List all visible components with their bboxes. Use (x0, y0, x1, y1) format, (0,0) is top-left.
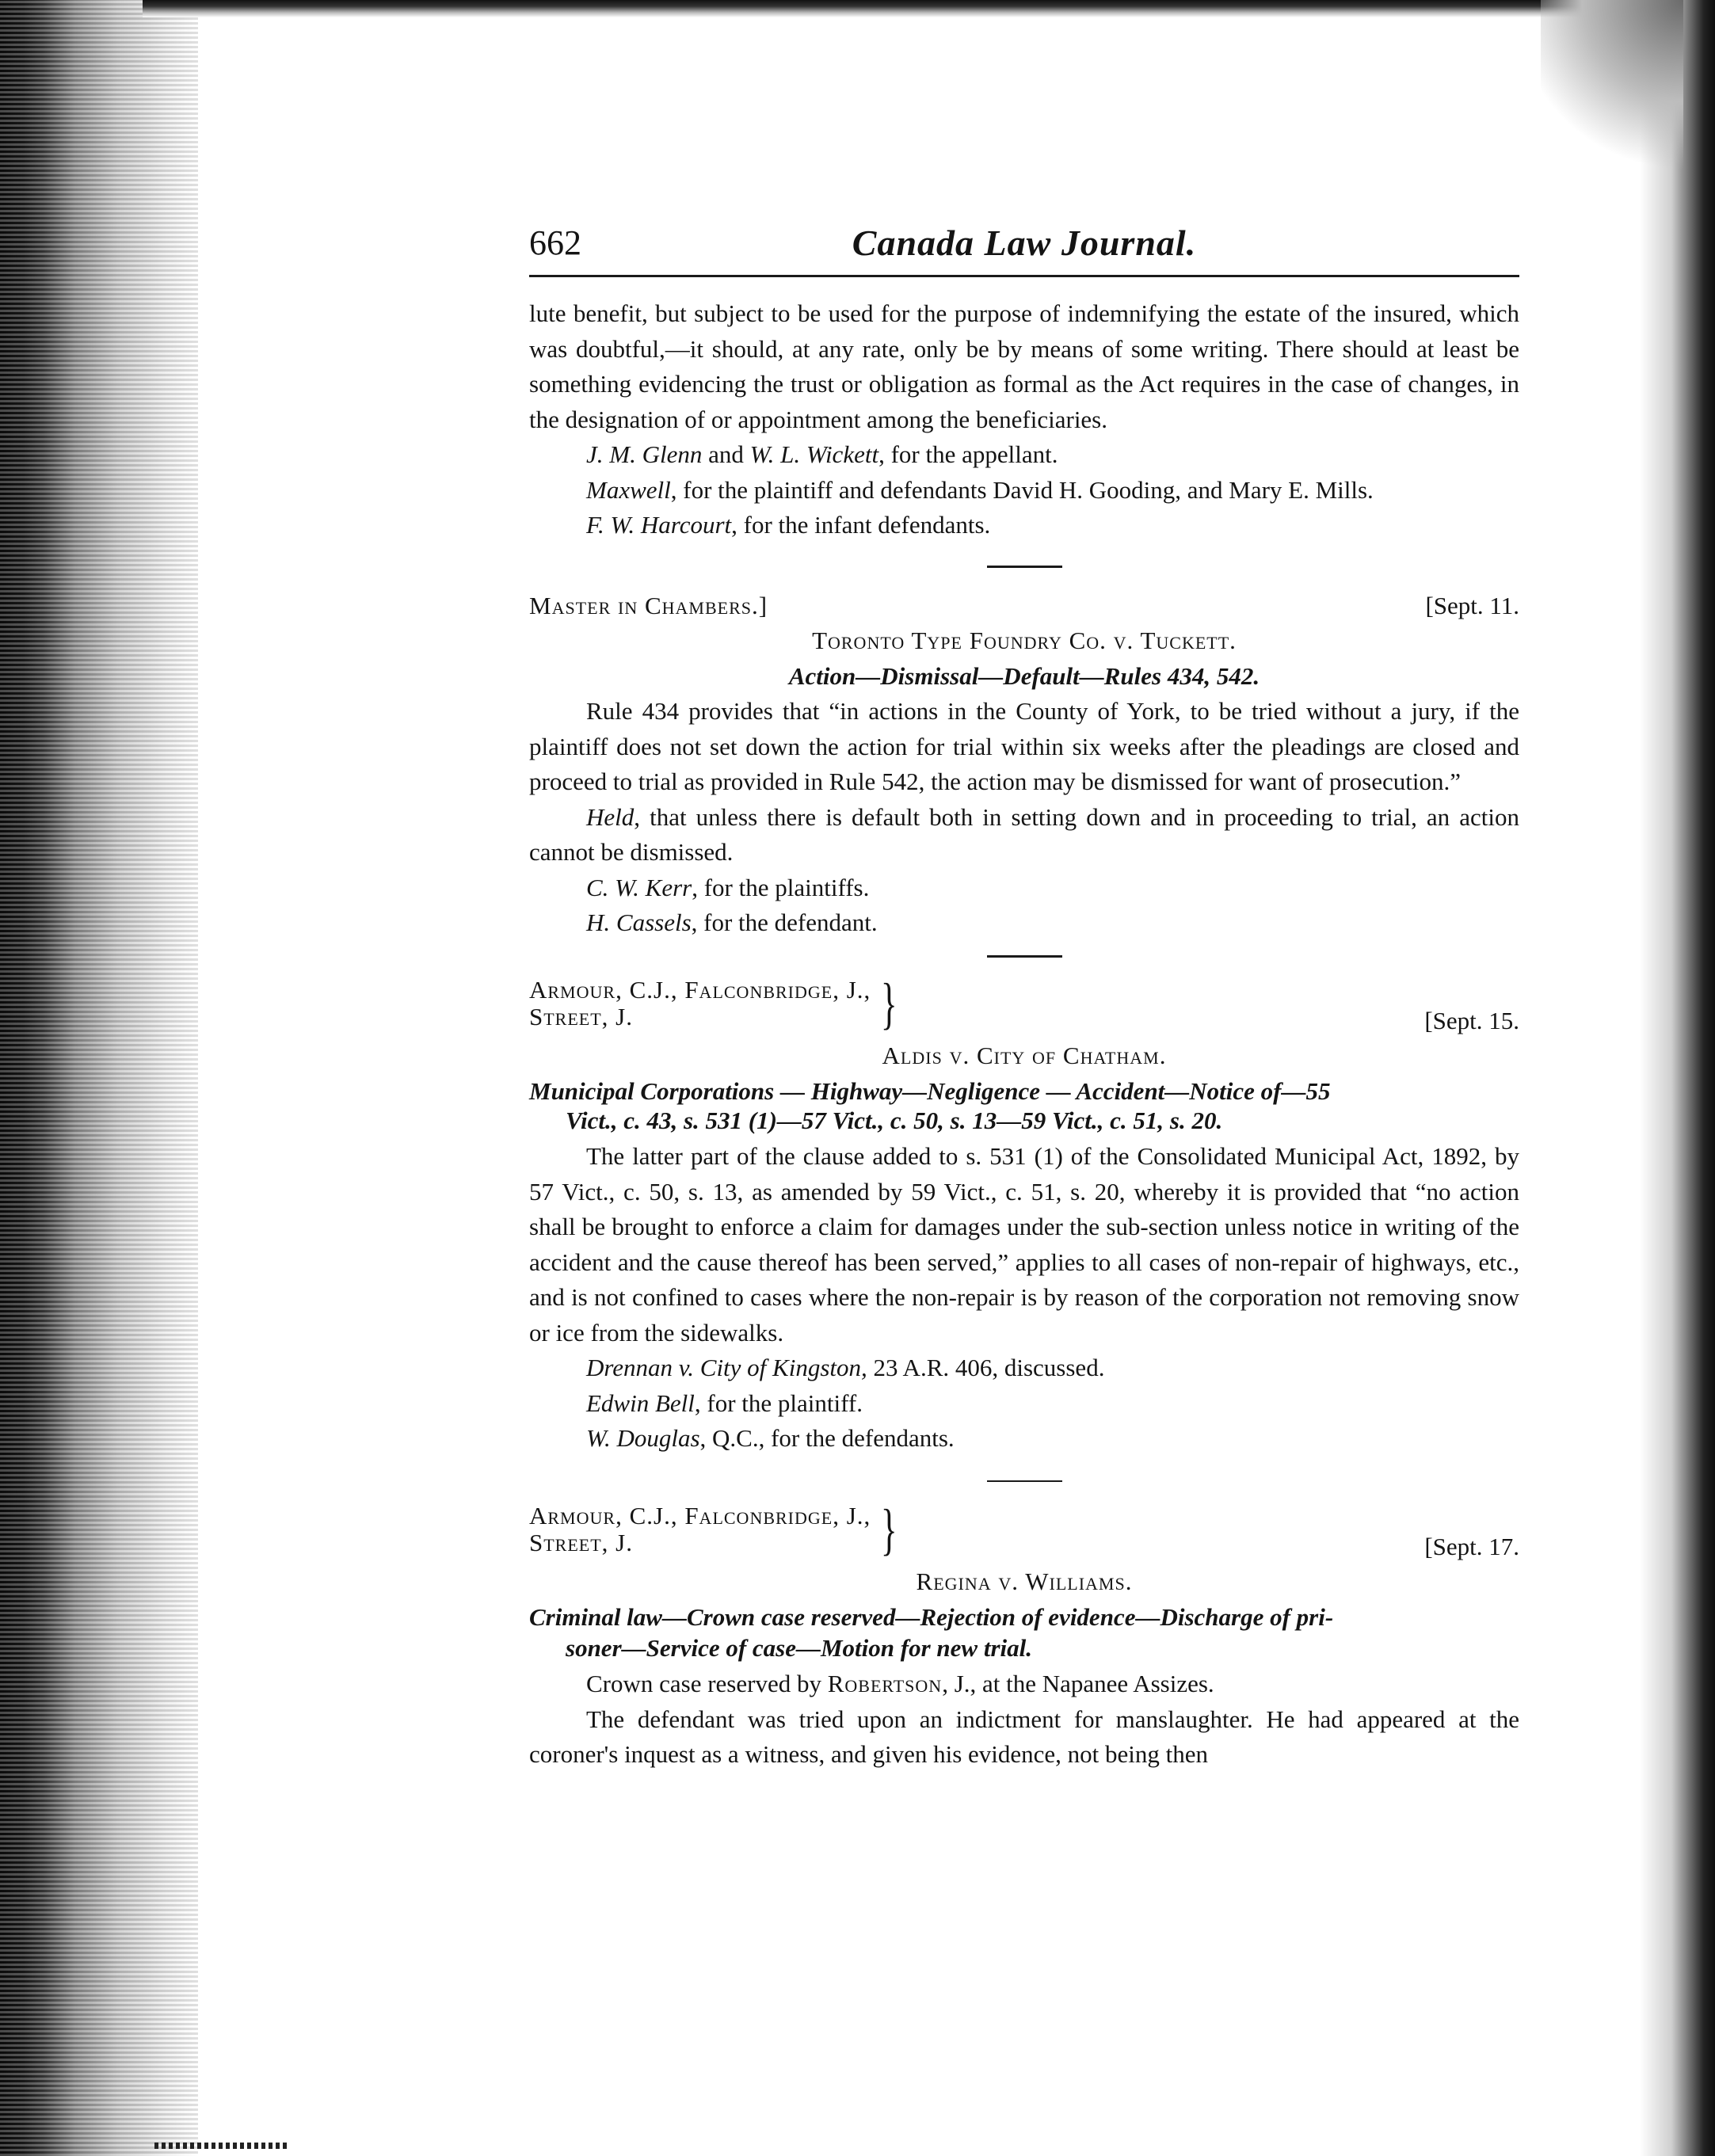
case3-court-line (529, 1497, 1519, 1565)
case2-date: [Sept. 15. (1424, 1006, 1519, 1034)
opening-paragraph: lute benefit, but subject to be used for the purpose of indemnifying the estate of the insured, which was doubtful,—it should, at any rate, only be by means of some writing. There should at least be something evidencing the trust or obligation as formal as the Act requires in the case of changes, in the designation of or appointment among the beneficiaries. (529, 299, 1519, 433)
case1-date: [Sept. 11. (1425, 591, 1519, 619)
case3-bench-line2: Street, J. (529, 1528, 633, 1556)
case2-bench-line2: Street, J. (529, 1002, 633, 1030)
journal-title: Canada Law Journal. (852, 223, 1197, 263)
scan-right-edge (1640, 0, 1715, 2156)
case2-body: The latter part of the clause added to s. 531 (1) of the Consolidated Municipal Act, 1892, by 57 Vict., c. 50, s. 13, as amended by 59 Vict., c. 51, s. 20, whereby it is provided that “no action shall be brought to enforce a claim for damages under the sub-section unless notice in writing of the accident and the cause thereof has been served,” applies to all cases of non-repair of highways, etc., and is not confined to cases where the non-repair is by reason of the corporation not removing snow or ice from the sidewalks. (529, 1142, 1519, 1347)
case1-title: Toronto Type Foundry Co. v. Tuckett. (812, 627, 1237, 654)
counsel-line: Edwin Bell, for the plaintiff. (586, 1388, 863, 1417)
brace-mark: } (881, 971, 898, 1035)
page-number: 662 (529, 223, 581, 262)
case1-court: Master in Chambers.] (529, 591, 768, 619)
journal-page (529, 223, 1519, 1773)
case3-date: [Sept. 17. (1424, 1532, 1519, 1560)
case2-bench-line1: Armour, C.J., Falconbridge, J., (529, 975, 871, 1004)
case2-citation: Drennan v. City of Kingston, 23 A.R. 406, discussed. (586, 1354, 1105, 1381)
scan-corner-shadow (1541, 0, 1683, 174)
case3-title: Regina v. Williams. (916, 1567, 1133, 1595)
case1-held: Held, that unless there is default both in setting down and in proceeding to trial, an action cannot be dismissed. (529, 802, 1519, 866)
case2-bench (529, 971, 903, 1035)
counsel-line: J. M. Glenn and W. L. Wickett, for the appellant. (586, 440, 1058, 468)
case3-reserved: Crown case reserved by Robertson, J., at the Napanee Assizes. (586, 1670, 1214, 1697)
counsel-line: F. W. Harcourt, for the infant defendants. (586, 511, 991, 539)
counsel-line: W. Douglas, Q.C., for the defendants. (586, 1424, 955, 1452)
case3-body: The defendant was tried upon an indictment for manslaughter. He had appeared at the coroner's inquest as a witness, and given his evidence, not being then (529, 1705, 1519, 1768)
running-header (529, 223, 1519, 277)
case3-headnote-line2: soner—Service of case—Motion for new trial. (566, 1634, 1032, 1662)
counsel-line: H. Cassels, for the defendant. (586, 908, 878, 936)
case2-title: Aldis v. City of Chatham. (882, 1042, 1167, 1069)
case2-court-line (529, 971, 1519, 1039)
case1-court-line (529, 589, 1519, 624)
scan-bottom-mark (154, 2143, 289, 2149)
counsel-line: C. W. Kerr, for the plaintiffs. (586, 873, 870, 901)
case3-headnote-line1: Criminal law—Crown case reserved—Rejection of evidence—Discharge of pri- (529, 1602, 1334, 1631)
case1-rule-text: Rule 434 provides that “in actions in the County of York, to be tried without a jury, if the plaintiff does not set down the action for trial within six weeks after the pleadings are closed and proceed to trial as provided in Rule 542, the action may be dismissed for want of prosecution.” (529, 697, 1519, 795)
scan-left-edge (0, 0, 198, 2156)
case2-headnote-line1: Municipal Corporations — Highway—Negligence — Accident—Notice of—55 (529, 1076, 1331, 1105)
brace-mark: } (881, 1497, 898, 1561)
case2-headnote-line2: Vict., c. 43, s. 531 (1)—57 Vict., c. 50, s. 13—59 Vict., c. 51, s. 20. (566, 1107, 1223, 1134)
case3-bench (529, 1497, 903, 1561)
case3-bench-line1: Armour, C.J., Falconbridge, J., (529, 1501, 871, 1529)
case1-headnote: Action—Dismissal—Default—Rules 434, 542. (788, 661, 1260, 690)
scan-top-edge (143, 0, 1584, 17)
counsel-line: Maxwell, for the plaintiff and defendants David H. Gooding, and Mary E. Mills. (586, 475, 1374, 504)
